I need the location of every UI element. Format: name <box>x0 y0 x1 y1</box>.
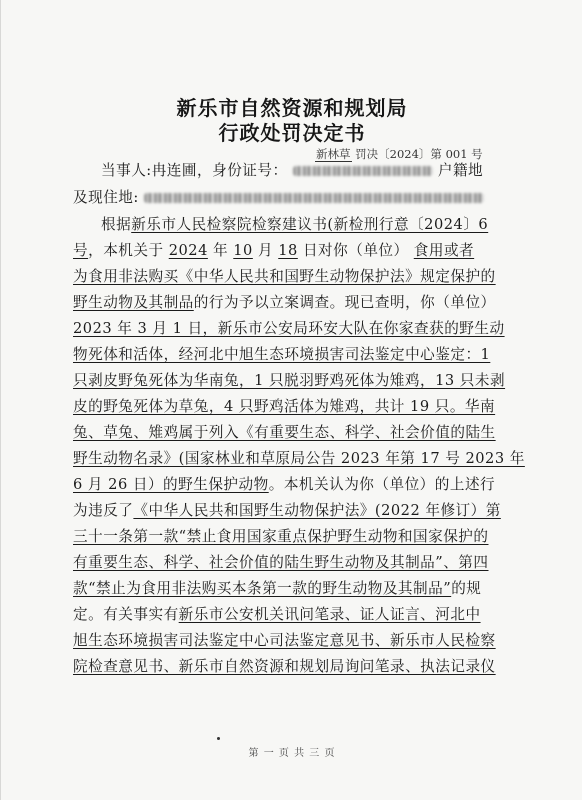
body-text-underlined: 《中华人民共和国野生动物保护法》(2022 年修订）第 <box>133 502 501 519</box>
body-text-underlined: 新乐市公安机关讯问笔录、证人证言、河北中 <box>178 606 481 623</box>
body-text: 为违反了 <box>73 502 134 519</box>
body-line <box>73 580 481 598</box>
body-line <box>73 346 490 364</box>
party-label: 当事人: <box>101 162 152 179</box>
redacted-address <box>144 193 484 203</box>
party-line <box>101 162 483 180</box>
party-id-label: ，身份证号： <box>197 162 288 179</box>
body-text-underlined: 食用或者 <box>413 242 475 259</box>
body-text: 。本机关认为你（单位）的上述行 <box>268 476 496 493</box>
body-text-underlined: 三十一条第一款“禁止食用国家重点保护野生动物和国家保护的 <box>73 528 489 545</box>
body-line <box>73 242 474 260</box>
document-title-type: 行政处罚决定书 <box>218 121 366 145</box>
body-text-underlined: 新乐市人民检察院检察建议书(新检刑行意〔2024〕6 <box>131 216 489 233</box>
body-text-underlined: 2023 年 3 月 1 日，新乐市公安局环安大队在你家查获的野生动 <box>73 320 505 337</box>
document-number-prefix: 新林草 <box>316 147 351 161</box>
body-line <box>101 216 488 234</box>
body-text: 根据 <box>101 216 132 233</box>
body-text-underlined: 只剥皮野兔死体为华南兔，1 只脱羽野鸡死体为雉鸡，13 只未剥 <box>73 372 506 389</box>
body-text: 月 <box>257 242 274 259</box>
body-text-underlined: 院检查意见书、新乐市自然资源和规划局询问笔录、执法记录仪 <box>73 658 496 675</box>
address-line <box>73 189 484 207</box>
document-title-agency: 新乐市自然资源和规划局 <box>176 96 408 120</box>
body-text-underlined: 旭生态环境损害司法鉴定中心司法鉴定意见书、新乐市人民检察 <box>73 632 496 649</box>
body-text: ，本机关于 <box>88 242 164 259</box>
page-number: 第 一 页 共 三 页 <box>248 748 336 759</box>
body-text: 定。有关事实有 <box>73 606 179 623</box>
body-text-underlined: 2024 <box>168 242 208 259</box>
party-name: 冉连圃 <box>151 162 197 179</box>
body-line <box>73 606 481 624</box>
body-text: 日对你（单位） <box>302 242 409 259</box>
body-text-underlined: 野生动物名录》(国家林业和草原局公告 2023 年第 17 号 2023 年 <box>73 450 525 467</box>
body-text-underlined: 野生动物及其制品 <box>73 294 194 311</box>
body-text-underlined: 6 月 26 日）的野生保护动物 <box>73 476 269 493</box>
body-line <box>73 502 501 520</box>
body-line <box>73 372 505 390</box>
redacted-id-number <box>293 166 433 176</box>
body-line <box>73 294 496 312</box>
footer-dot <box>217 737 220 740</box>
body-text-underlined: 皮的野兔死体为草兔，4 只野鸡活体为雉鸡，共计 19 只。华南 <box>73 398 496 415</box>
body-text-underlined: 号 <box>73 242 89 259</box>
document-number-rest: 罚决〔2024〕第 001 号 <box>355 147 483 161</box>
body-text-underlined: 18 <box>278 242 298 259</box>
body-text: 的行为予以立案调查。现已查明，你（单位） <box>193 294 496 311</box>
body-line <box>73 554 489 572</box>
body-text-underlined: 有重要生态、科学、社会价值的陆生野生动物及其制品”、第四 <box>73 554 489 571</box>
body-text-underlined: 为食用非法购买《中华人民共和国野生动物保护法》规定保护的 <box>73 268 496 285</box>
body-line <box>73 424 496 442</box>
household-label: 户籍地 <box>437 162 484 179</box>
body-line <box>73 450 525 468</box>
body-line <box>73 632 496 650</box>
body-line <box>73 658 496 676</box>
body-line <box>73 528 489 546</box>
document-number <box>315 146 483 162</box>
body-text-underlined: 10 <box>233 242 253 259</box>
body-text-underlined: 兔、草兔、雉鸡属于列入《有重要生态、科学、社会价值的陆生 <box>73 424 496 441</box>
address-label: 及现住地: <box>73 189 139 206</box>
body-line <box>73 268 496 286</box>
body-line <box>73 320 505 338</box>
body-text-underlined: 款“禁止为食用非法购买本条第一款的野生动物及其制品” <box>73 580 452 597</box>
body-line <box>73 398 495 416</box>
body-line <box>73 476 495 494</box>
body-text-underlined: 物死体和活体，经河北中旭生态环境损害司法鉴定中心鉴定：1 <box>73 346 491 363</box>
body-text: 的规 <box>451 580 482 597</box>
body-text: 年 <box>213 242 229 259</box>
